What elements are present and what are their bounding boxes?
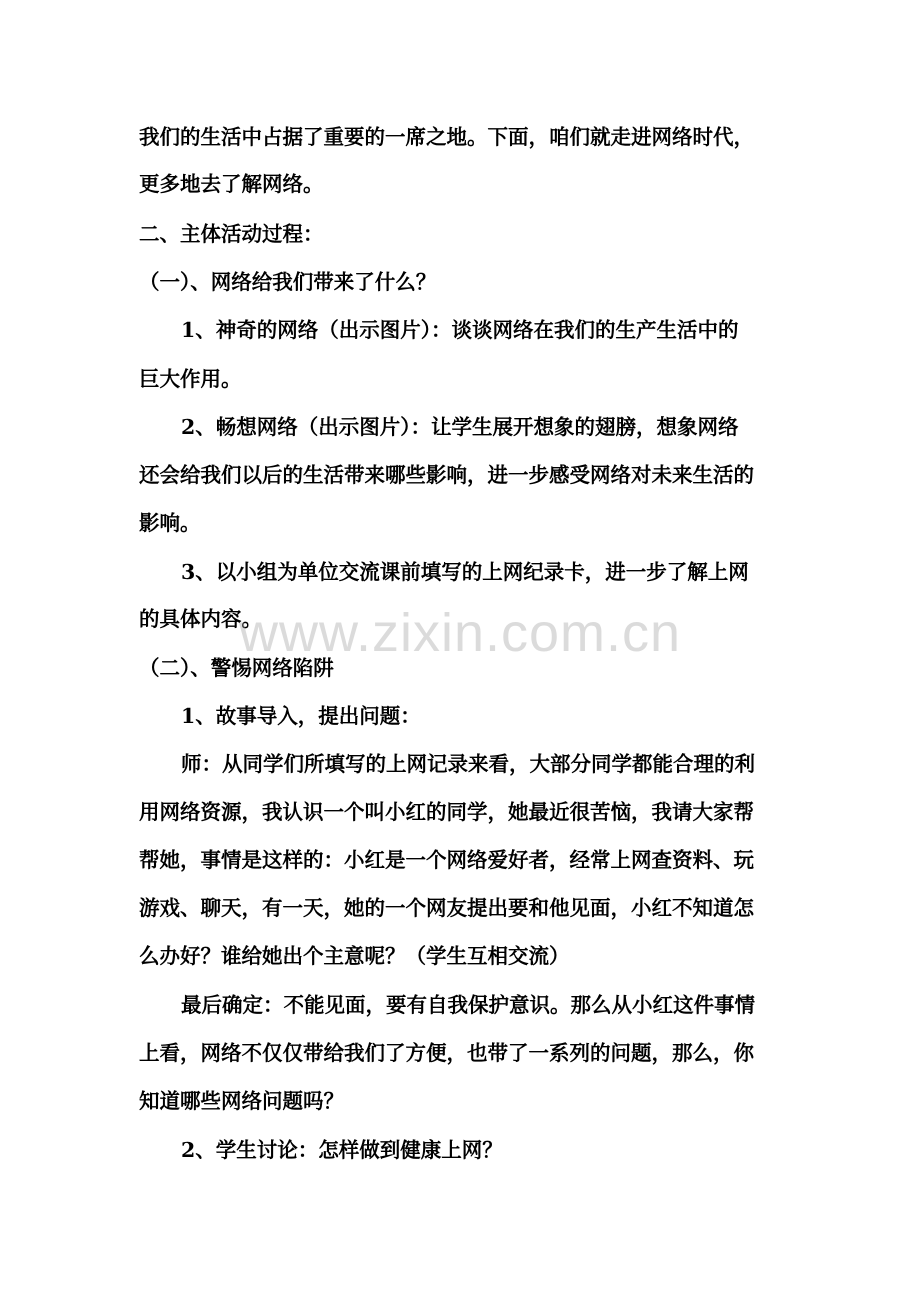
text-line: 3、以小组为单位交流课前填写的上网纪录卡，进一步了解上网 [181,560,749,584]
text-line: 最后确定：不能见面，要有自我保护意识。那么从小红这件事情 [181,993,755,1017]
text-line: 还会给我们以后的生活带来哪些影响，进一步感受网络对未来生活的 [139,463,754,487]
text-line: 1、故事导入，提出问题： [181,704,421,728]
text-line: 的具体内容。 [139,607,262,631]
text-line: 1、神奇的网络（出示图片）：谈谈网络在我们的生产生活中的 [181,318,739,342]
watermark: www.zixin.com.cn [238,603,682,663]
text-line: 游戏、聊天，有一天，她的一个网友提出要和他见面，小红不知道怎 [139,896,754,920]
text-line: 我们的生活中占据了重要的一席之地。下面，咱们就走进网络时代， [139,125,754,149]
text-line: 2、学生讨论：怎样做到健康上网？ [181,1138,503,1162]
text-line: 帮她，事情是这样的：小红是一个网络爱好者，经常上网查资料、玩 [139,848,754,872]
subsection-heading: （一）、网络给我们带来了什么？ [139,270,437,294]
text-line: 知道哪些网络问题吗？ [139,1089,344,1113]
text-line: 巨大作用。 [139,367,242,391]
text-line: 2、畅想网络（出示图片）：让学生展开想象的翅膀，想象网络 [181,415,739,439]
text-line: 上看，网络不仅仅带给我们了方便，也带了一系列的问题，那么，你 [139,1041,754,1065]
text-line: 更多地去了解网络。 [139,172,324,196]
text-line: 影响。 [139,511,201,535]
text-line: 师：从同学们所填写的上网记录来看，大部分同学都能合理的利 [181,752,755,776]
subsection-heading: （二）、警惕网络陷阱 [139,656,334,680]
text-line: 么办好？谁给她出个主意呢？（学生互相交流） [139,944,570,968]
text-line: 用网络资源，我认识一个叫小红的同学，她最近很苦恼，我请大家帮 [139,800,754,824]
section-heading: 二、主体活动过程： [139,222,324,246]
